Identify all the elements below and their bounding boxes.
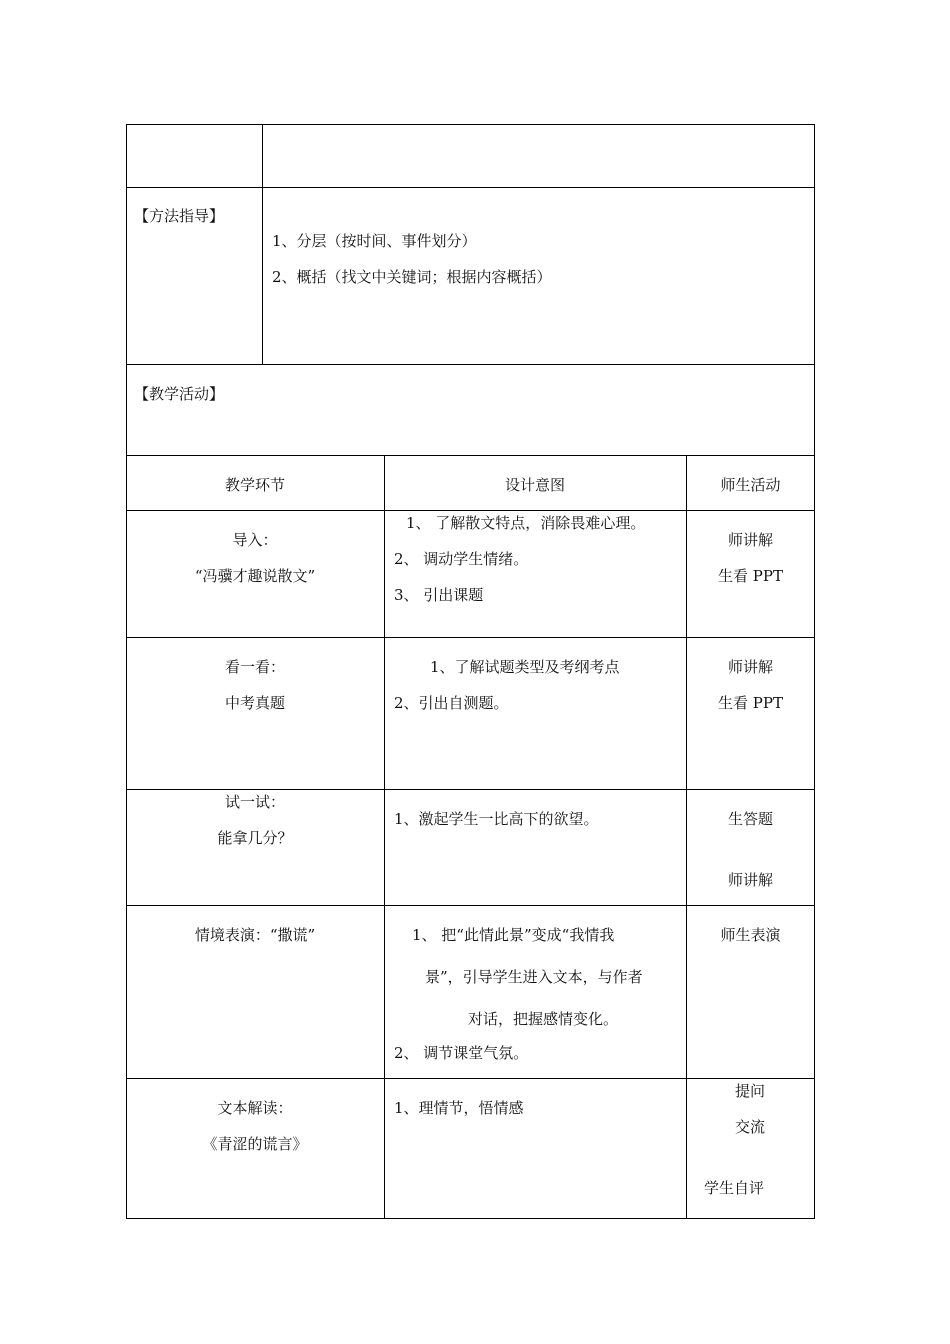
- activity-cell: 师讲解: [727, 531, 773, 549]
- activity-cell: 生看 PPT: [718, 567, 783, 585]
- activity-cell: 学生自评: [704, 1179, 765, 1197]
- rule: [384, 455, 385, 1219]
- activity-cell: 生答题: [727, 810, 773, 828]
- intent-cell: 1、理情节，悟情感: [394, 1099, 524, 1117]
- activity-cell: 师讲解: [727, 658, 773, 676]
- intent-cell: 2、 调动学生情绪。: [394, 550, 529, 568]
- stage-cell: 中考真题: [224, 694, 285, 712]
- stage-cell: 导入：: [232, 531, 278, 549]
- rule: [126, 364, 815, 365]
- method-heading: 【方法指导】: [134, 207, 225, 225]
- rule: [126, 455, 815, 456]
- rule: [126, 905, 815, 906]
- activity-cell: 提问: [735, 1082, 766, 1100]
- activity-cell: 师讲解: [727, 871, 773, 889]
- method-item: 1、分层（按时间、事件划分）: [272, 232, 477, 250]
- rule: [262, 124, 263, 364]
- intent-cell: 1、了解试题类型及考纲考点: [430, 658, 620, 676]
- rule: [126, 1078, 815, 1079]
- intent-cell: 对话，把握感情变化。: [468, 1010, 619, 1028]
- intent-cell: 3、 引出课题: [394, 586, 484, 604]
- intent-cell: 1、激起学生一比高下的欲望。: [394, 810, 599, 828]
- stage-cell: 看一看：: [224, 658, 285, 676]
- stage-cell: 情境表演：“撒谎”: [194, 926, 316, 944]
- intent-cell: 景”，引导学生进入文本，与作者: [425, 968, 643, 986]
- column-header-activity: 师生活动: [720, 476, 781, 494]
- intent-cell: 2、引出自测题。: [394, 694, 509, 712]
- activity-heading: 【教学活动】: [134, 385, 225, 403]
- rule: [126, 789, 815, 790]
- activity-cell: 生看 PPT: [718, 694, 783, 712]
- activity-cell: 师生表演: [720, 926, 781, 944]
- rule: [126, 510, 815, 511]
- method-item: 2、概括（找文中关键词；根据内容概括）: [272, 268, 552, 286]
- intent-cell: 1、 把“此情此景”变成“我情我: [412, 926, 615, 944]
- stage-cell: 《青涩的谎言》: [202, 1135, 308, 1153]
- intent-cell: 1、 了解散文特点，消除畏难心理。: [406, 514, 646, 532]
- intent-cell: 2、 调节课堂气氛。: [394, 1044, 529, 1062]
- stage-cell: 文本解读：: [217, 1099, 293, 1117]
- column-header-stage: 教学环节: [224, 476, 285, 494]
- column-header-intent: 设计意图: [504, 476, 565, 494]
- stage-cell: 能拿几分？: [217, 829, 293, 847]
- stage-cell: 试一试：: [224, 793, 285, 811]
- rule: [126, 187, 815, 188]
- rule: [126, 637, 815, 638]
- activity-cell: 交流: [735, 1118, 766, 1136]
- stage-cell: “冯骥才趣说散文”: [194, 567, 316, 585]
